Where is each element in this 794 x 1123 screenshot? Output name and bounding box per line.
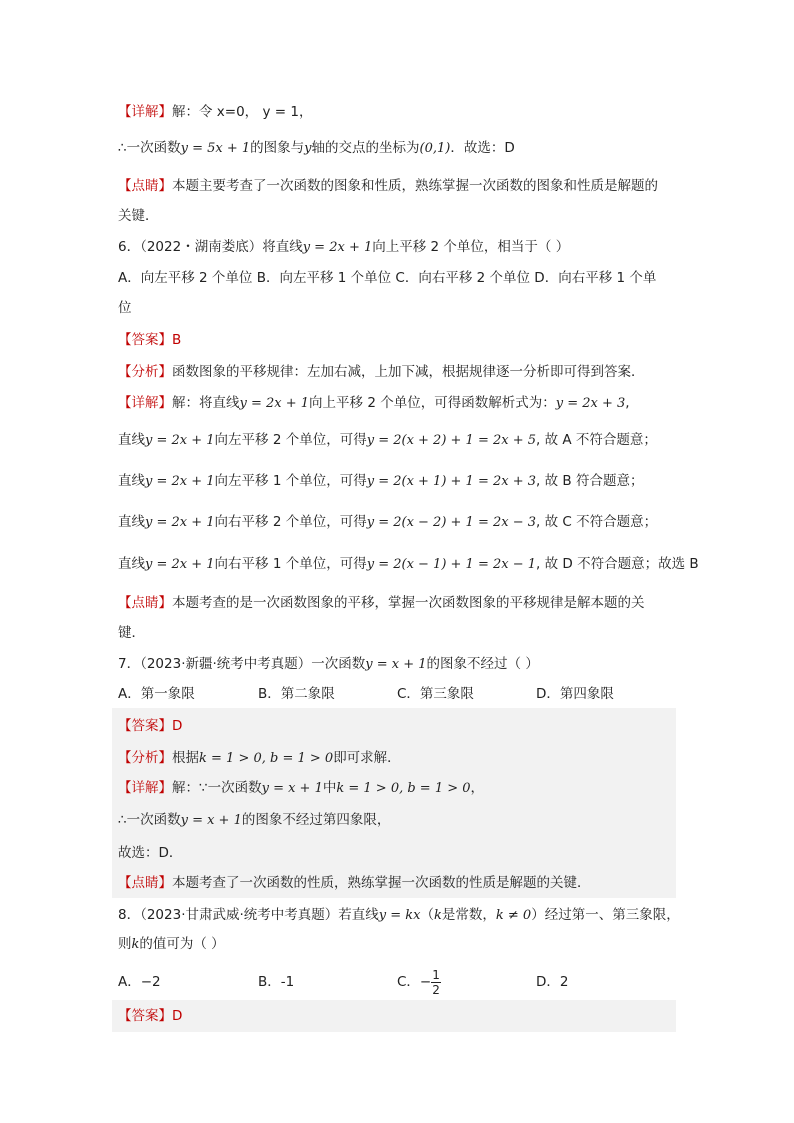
q8-answer xyxy=(118,1006,182,1026)
q7-option-b: B．第二象限 xyxy=(258,686,335,702)
q8-stem-text: 是常数， xyxy=(441,907,496,923)
math-expr: y = x + 1 xyxy=(261,781,323,796)
detail-tag: 【详解】 xyxy=(118,104,172,120)
detail-text: 解：令 x=0， y = 1， xyxy=(172,104,313,120)
conclusion-line xyxy=(118,138,515,159)
conclusion-text: ∴一次函数 xyxy=(118,140,181,156)
detail-text: ， xyxy=(470,780,485,796)
detail-tag: 【详解】 xyxy=(118,780,172,796)
q7-stem-text: 的图象不经过（ ） xyxy=(426,656,539,672)
row-text: , 故 C 不符合题意； xyxy=(536,514,658,530)
math-expr: y = 5x + 1 xyxy=(180,141,251,156)
comment-text: 本题考查了一次函数的性质，熟练掌握一次函数的性质是解题的关键． xyxy=(172,875,591,891)
row-text: 直线 xyxy=(118,432,145,448)
q7-detail xyxy=(118,778,484,799)
row-text: , 故 B 符合题意； xyxy=(536,473,644,489)
q7-choose: 故选：D． xyxy=(118,845,183,861)
fraction-denominator: 2 xyxy=(432,982,440,997)
math-expr: y = 2(x + 2) + 1 = 2x + 5 xyxy=(366,433,537,448)
answer-value: B xyxy=(172,332,182,348)
q8-stem-2 xyxy=(118,934,225,955)
math-expr: y = 2x + 1 xyxy=(239,396,310,411)
q6-row xyxy=(118,430,657,451)
q7-stem xyxy=(118,654,539,675)
comment-wrap: 关键． xyxy=(118,208,159,224)
q6-stem xyxy=(118,237,569,258)
answer-tag: 【答案】 xyxy=(118,718,172,734)
math-expr: y = 2x + 1 xyxy=(145,515,215,530)
q6-answer xyxy=(118,330,181,350)
row-text: 向左平移 2 个单位，可得 xyxy=(214,432,367,448)
detail-text: 向上平移 2 个单位，可得函数解析式为： xyxy=(309,395,556,411)
q8-option-c xyxy=(397,962,441,1002)
row-text: 向左平移 1 个单位，可得 xyxy=(214,473,367,489)
math-expr: y = 2(x − 1) + 1 = 2x − 1 xyxy=(366,557,537,572)
comment-text: 本题主要考查了一次函数的图象和性质，熟练掌握一次函数的图象和性质是解题的 xyxy=(172,178,658,194)
row-text: 直线 xyxy=(118,556,145,572)
detail-text: 解：将直线 xyxy=(172,395,240,411)
detail-line xyxy=(118,102,312,122)
math-expr: y = x + 1 xyxy=(180,813,242,828)
q8-stem-text: （ xyxy=(420,907,434,923)
math-expr: k = 1 > 0, b = 1 > 0 xyxy=(336,781,471,796)
q7-solution-panel xyxy=(112,708,676,898)
q8-option-b: B．-1 xyxy=(258,974,295,990)
q8-solution-panel xyxy=(112,1000,676,1032)
analysis-text: 即可求解． xyxy=(333,750,401,766)
comment-text: 本题考查的是一次函数图象的平移，掌握一次函数图象的平移规律是解本题的关 xyxy=(172,595,645,611)
detail-text: 中 xyxy=(322,780,337,796)
row-text: , 故 A 不符合题意； xyxy=(536,432,657,448)
math-expr: y = 2x + 1 xyxy=(145,474,215,489)
answer-tag: 【答案】 xyxy=(118,1008,172,1024)
q8-option-d: D．2 xyxy=(536,974,569,990)
q7-stem-text: 7．（2023·新疆·统考中考真题）一次函数 xyxy=(118,656,366,672)
math-expr: y = x + 1 xyxy=(365,657,427,672)
comment-tag: 【点睛】 xyxy=(118,595,172,611)
analysis-tag: 【分析】 xyxy=(118,364,172,380)
row-text: 向右平移 2 个单位，可得 xyxy=(214,514,367,530)
analysis-text: 根据 xyxy=(172,750,199,766)
q6-row xyxy=(118,554,699,575)
q8-stem-text: 8．（2023·甘肃武威·统考中考真题）若直线 xyxy=(118,907,379,923)
therefore-text: ∴一次函数 xyxy=(118,812,181,828)
answer-value: D xyxy=(172,1008,183,1024)
math-expr: y = 2(x + 1) + 1 = 2x + 3 xyxy=(366,474,537,489)
row-text: 直线 xyxy=(118,473,145,489)
row-text: 直线 xyxy=(118,514,145,530)
q7-therefore xyxy=(118,810,390,831)
q6-comment xyxy=(118,593,645,613)
q6-options: A．向左平移 2 个单位 B．向左平移 1 个单位 C．向右平移 2 个单位 D．向右平移 1 个单 xyxy=(118,270,657,286)
q6-options-wrap: 位 xyxy=(118,300,132,316)
math-expr: y = 2(x − 2) + 1 = 2x − 3 xyxy=(366,515,537,530)
q6-row xyxy=(118,471,643,492)
math-expr: (0,1) xyxy=(419,141,451,156)
q8-stem-text: 则 xyxy=(118,936,132,952)
comment-tag: 【点睛】 xyxy=(118,178,172,194)
q6-stem-text: 6．（2022・湖南娄底）将直线 xyxy=(118,239,303,255)
analysis-text: 函数图象的平移规律：左加右减，上加下减，根据规律逐一分析即可得到答案． xyxy=(172,364,645,380)
comment-line xyxy=(118,176,658,196)
math-expr: k = 1 > 0, b = 1 > 0 xyxy=(199,751,334,766)
detail-text: 解：∵一次函数 xyxy=(172,780,262,796)
q8-option-a: A．−2 xyxy=(118,974,161,990)
answer-tag: 【答案】 xyxy=(118,332,172,348)
math-expr: y = kx xyxy=(378,908,421,923)
fraction xyxy=(431,968,441,997)
math-expr: y = 2x + 3 xyxy=(555,396,626,411)
fraction-numerator: 1 xyxy=(432,967,440,982)
therefore-text: 的图象不经过第四象限， xyxy=(241,812,391,828)
math-expr: y = 2x + 1 xyxy=(145,433,215,448)
q6-comment-wrap: 键． xyxy=(118,625,145,641)
detail-text: , xyxy=(625,395,630,411)
math-expr: y = 2x + 1 xyxy=(145,557,215,572)
analysis-tag: 【分析】 xyxy=(118,750,172,766)
detail-tag: 【详解】 xyxy=(118,395,172,411)
q7-option-d: D．第四象限 xyxy=(536,686,614,702)
q6-row xyxy=(118,512,657,533)
option-c-prefix: C．− xyxy=(397,974,432,990)
q7-answer xyxy=(118,716,182,736)
q8-stem xyxy=(118,905,680,926)
row-text: , 故 D 不符合题意；故选 B xyxy=(536,556,699,572)
q6-analysis xyxy=(118,362,645,382)
math-expr: y xyxy=(304,141,312,156)
q7-option-a: A．第一象限 xyxy=(118,686,195,702)
q7-option-c: C．第三象限 xyxy=(397,686,474,702)
math-expr: y = 2x + 1 xyxy=(302,240,373,255)
row-text: 向右平移 1 个单位，可得 xyxy=(214,556,367,572)
conclusion-text: 轴的交点的坐标为 xyxy=(311,140,420,156)
math-expr: k ≠ 0 xyxy=(495,908,532,923)
q7-analysis xyxy=(118,748,401,769)
answer-value: D xyxy=(172,718,183,734)
math-expr: k xyxy=(131,937,140,952)
conclusion-text: 的图象与 xyxy=(250,140,305,156)
q8-stem-text: ）经过第一、第三象限， xyxy=(531,907,680,923)
q6-stem-text: 向上平移 2 个单位，相当于（ ） xyxy=(372,239,570,255)
conclusion-text: ．故选：D xyxy=(450,140,515,156)
q6-detail xyxy=(118,393,630,414)
q8-stem-text: 的值可为（ ） xyxy=(139,936,225,952)
q7-comment xyxy=(118,873,591,893)
comment-tag: 【点睛】 xyxy=(118,875,172,891)
math-expr: k xyxy=(434,908,442,923)
